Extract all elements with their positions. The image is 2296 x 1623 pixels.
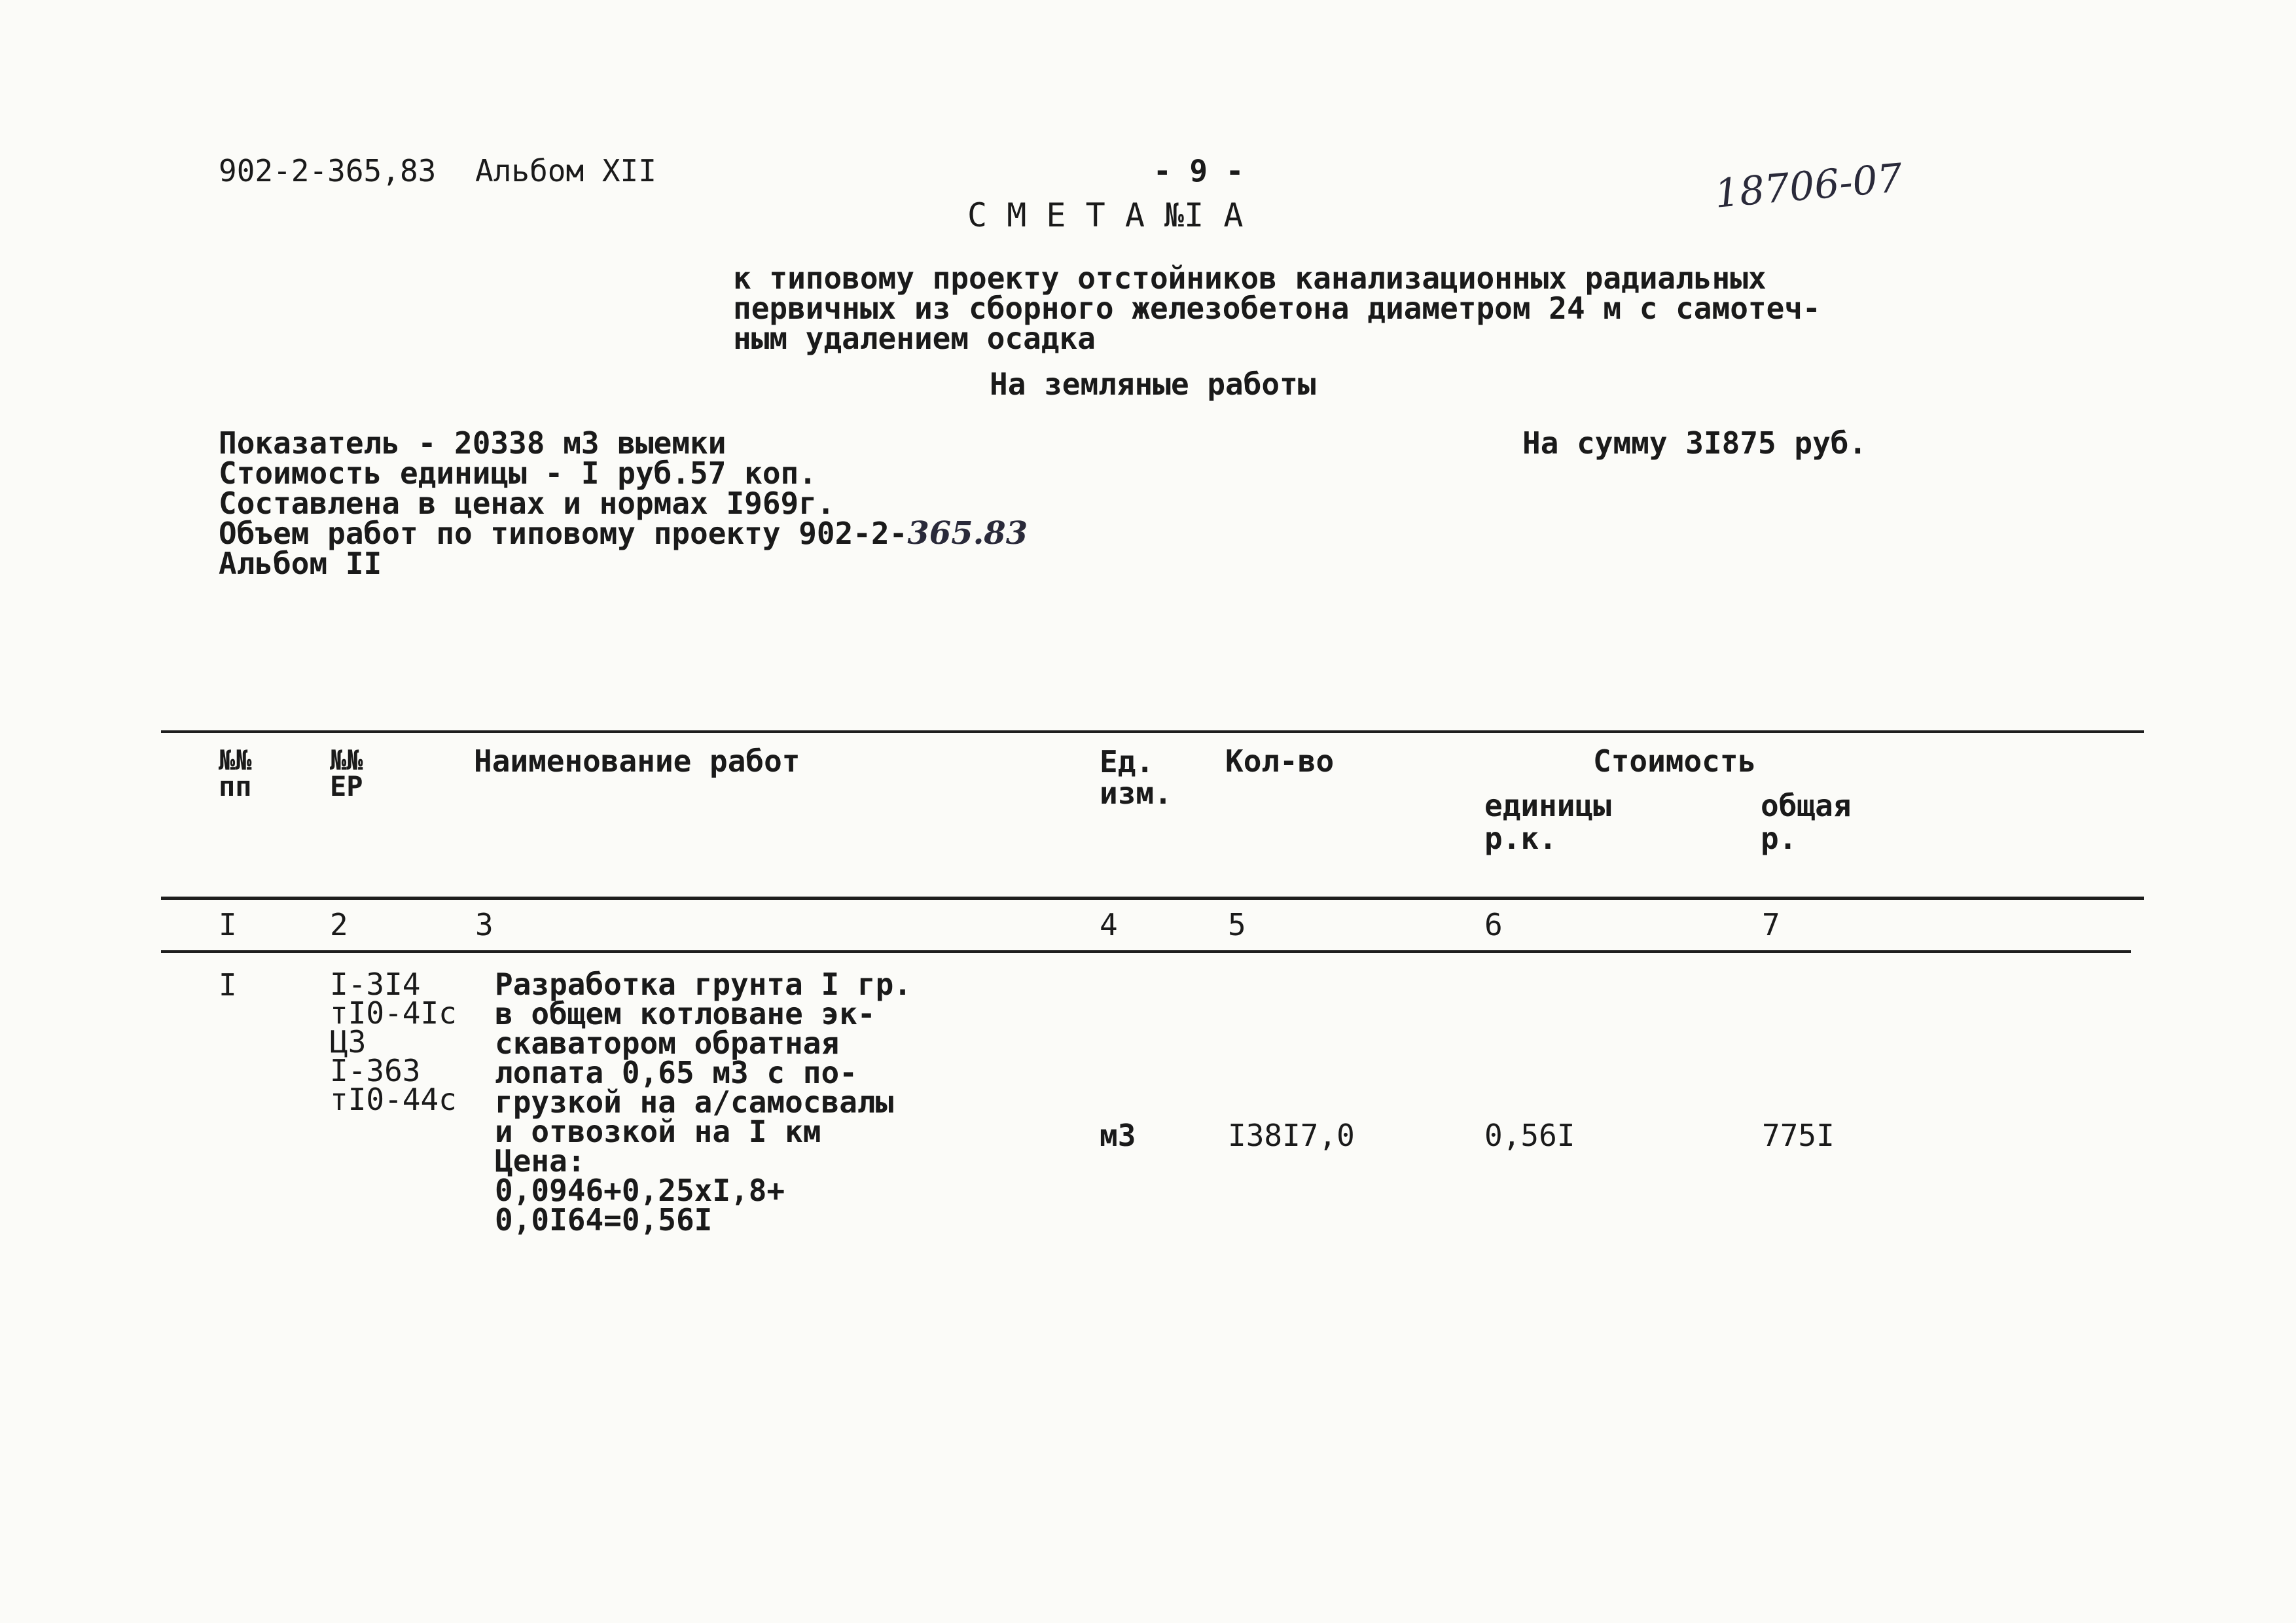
- column-numbers-rule: [161, 950, 2131, 953]
- work-type: На земляные работы: [990, 366, 1316, 402]
- document-code: 902-2-365,83: [219, 153, 437, 188]
- col-number-7: 7: [1762, 907, 1780, 942]
- row-quantity: I38I7,0: [1228, 1118, 1355, 1153]
- row-unit: м3: [1100, 1118, 1136, 1153]
- row-er-codes: I-3I4 тI0-4Iс Ц3 I-363 тI0-44с: [330, 967, 457, 1117]
- compiled-line: Составлена в ценах и нормах I969г.: [219, 486, 835, 521]
- table-top-rule: [161, 730, 2144, 733]
- col-number-6: 6: [1484, 907, 1503, 942]
- row-cost-total: 775I: [1762, 1118, 1835, 1153]
- header-cost: Стоимость: [1593, 743, 1757, 779]
- volume-line-text: Объем работ по типовому проекту 902-2-: [219, 516, 908, 551]
- header-cost-unit: единицы р.к.: [1484, 788, 1611, 856]
- indicator-line: Показатель - 20338 м3 выемки: [219, 425, 726, 461]
- subject-line-3: ным удалением осадка: [733, 321, 1096, 356]
- subject-line-2: первичных из сборного железобетона диаметром 24 м с самотеч-: [733, 291, 1821, 326]
- header-cost-total: общая р.: [1761, 788, 1852, 856]
- header-qty: Кол-во: [1225, 743, 1335, 779]
- row-cost-unit: 0,56I: [1484, 1118, 1575, 1153]
- header-unit: Ед. изм.: [1100, 744, 1172, 811]
- handwritten-number: 18706-07: [1712, 155, 1905, 217]
- document-title: С М Е Т А №I А: [967, 196, 1244, 234]
- total-sum: На сумму 3I875 руб.: [1522, 425, 1867, 461]
- subject-line-1: к типовому проекту отстойников канализационных радиальных: [733, 260, 1767, 296]
- header-name: Наименование работ: [474, 743, 800, 779]
- volume-album-line: Альбом II: [219, 546, 382, 581]
- row-work-name: Разработка грунта I гр. в общем котловане эк- скаватором обратная лопата 0,65 м3 с по- грузкой на а/самосвалы и отвозкой на I км Цена: 0,0946+0,25хI,8+ 0,0I64=0,56I: [495, 967, 912, 1238]
- col-number-3: 3: [475, 907, 493, 942]
- volume-line: [219, 515, 1028, 552]
- row-num: I: [219, 967, 237, 1003]
- col-number-2: 2: [330, 907, 348, 942]
- unit-cost-line: Стоимость единицы - I руб.57 коп.: [219, 455, 817, 491]
- header-num: №№ пп: [219, 744, 252, 802]
- volume-project-handwritten: 365.83: [907, 515, 1028, 552]
- page-number: - 9 -: [1153, 153, 1244, 188]
- album-label: Альбом XII: [475, 153, 656, 188]
- header-bottom-rule: [161, 897, 2144, 900]
- col-number-4: 4: [1100, 907, 1118, 942]
- col-number-5: 5: [1228, 907, 1246, 942]
- col-number-1: I: [219, 907, 237, 942]
- header-er: №№ ЕР: [330, 744, 363, 802]
